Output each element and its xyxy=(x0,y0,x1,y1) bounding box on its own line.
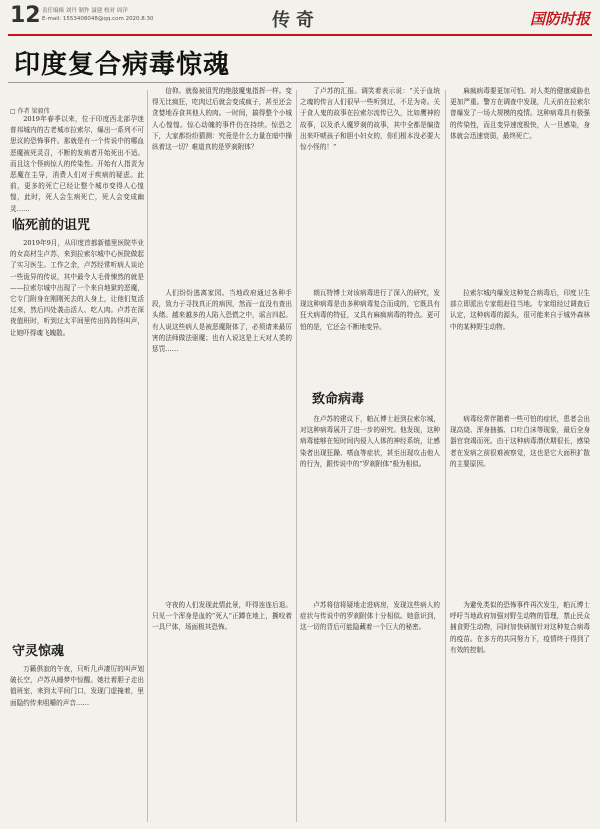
column-divider xyxy=(445,90,446,822)
page-header xyxy=(8,4,592,34)
paragraph: 朗瓦特博士对该病毒进行了深入的研究，发现这种病毒是由多种病毒复合而成的，它既具有狂犬病毒的特征，又具有麻疯病毒的特点。更可怕的是，它还会不断地变异。 xyxy=(300,289,440,331)
subhead-wake-horror: 守灵惊魂 xyxy=(12,644,65,659)
paragraph: 在卢苏的建议下，帕瓦博士赶到拉索尔城，对这种病毒展开了进一步的研究。他发现，这种病毒能够在短时间内侵入人体的神经系统，让感染者出现狂躁、嗜血等症状，甚至出现攻击他人的行为，跟传说中的“罗刹附体”极为相似。 xyxy=(300,415,440,468)
column-3-bottom xyxy=(300,600,440,822)
column-divider xyxy=(296,90,297,822)
paragraph: 信仰。就像被诅咒的绝肢魔鬼指挥一样。变得无比疯狂，吃肉过后就会变成疯子，甚至还会贪婪地吞食其他人的肉。一时间，搞得整个小城人心惶惶。惊心动魄的事件仍在持续。惊恐之下，大家都纷纷猜测：究竟是什么力量在暗中操纵着这一切？难道真的是罗刹附体？ xyxy=(152,87,292,152)
column-2-bottom xyxy=(152,600,292,822)
column-divider xyxy=(147,90,148,822)
column-4-top xyxy=(450,86,590,278)
paragraph: 了卢苏的汇报。调笑着表示说：“关于血统之魂的传言人们很早一些听到过，不足为奇。关于食人鬼的故事在拉索尔流传已久，比如鹰神的故事，以及杀人魔罗刹的故事，其中全都是编造出来吓唬孩子和胆小妇女的，你们根本没必要大惊小怪的！” xyxy=(300,87,440,152)
column-1-mid xyxy=(10,238,144,556)
paragraph: 病毒经常伴随着一些可怕的症状，患者会出现高烧、浑身抽搐、口吐白沫等现象，最后全身器官衰竭而死。由于这种病毒潜伏期很长，感染者在发病之前很难被察觉，这也是它大面积扩散的主要原因。 xyxy=(450,415,590,468)
column-2-mid xyxy=(152,288,292,588)
paragraph: 拉索尔城内爆发这种复合病毒后，印度卫生部立即派出专家组赶往当地。专家组经过调查后认定，这种病毒的源头，很可能来自于城外森林中的某种野生动物。 xyxy=(450,289,590,331)
paragraph: 2019年9月，从印度首都新德里医院毕业的女高材生卢苏，来到拉索尔城中心医院做起了实习医生。工作之余，卢苏经常听病人谈论一些诡异的传说，其中最令人毛骨悚然的就是——拉索尔城中出现了一个来自地狱的恶魔，它专门附身在刚刚死去的人身上，让他们复活过来，然后四处袭击活人、吃人肉。卢苏在深夜值班时，听到过太平间里传出阵阵怪叫声，让她吓得魂飞魄散。 xyxy=(10,239,144,337)
paragraph: 2019年春季以来，位于印度西北部孕迷普邦城内的古老城市拉索尔，爆出一系列不可思议的恐怖事件。那就是有一个传说中的哪血恶魔被死灵召，不断的发病者开始死出不适。而且这个怪病惊人的传染性。开始有人指责为恶魔在主导，消费人们对于疾病的疑虑。此前，更多的死亡已经让整个城市变得人心惶惶，此时，死人会生病死亡，死人会变成幽灵…… xyxy=(10,115,144,213)
paragraph: 守夜的人们发现此情此景，吓得连连后退。只见一个浑身是血的“死人”正蹲在地上，撕咬着一具尸体，场面极其恐怖。 xyxy=(152,601,292,632)
newspaper-logo: 国防时报 xyxy=(529,10,590,28)
column-3-top xyxy=(300,86,440,278)
column-4-mid xyxy=(450,288,590,380)
headline-divider xyxy=(8,82,344,83)
paragraph: 为避免类似的恐怖事件再次发生，帕瓦博士呼吁当地政府加强对野生动物的管理，禁止民众捕食野生动物，同时加快研制针对这种复合病毒的疫苗。在多方的共同努力下，疫情终于得到了有效的控制。 xyxy=(450,601,590,654)
subhead-dying-curse: 临死前的诅咒 xyxy=(12,218,91,233)
paragraph: 万籁俱寂的午夜，只听几声凄厉的叫声划破长空，卢苏从睡梦中惊醒。她壮着胆子走出值班室，来到太平间门口，发现门虚掩着，里面隐约传来咀嚼的声音…… xyxy=(10,665,144,707)
column-3-lower xyxy=(300,414,440,592)
column-1-top xyxy=(10,114,144,213)
column-2-top xyxy=(152,86,292,278)
email-date-line: E-mail: 1553408048@qq.com 2020.8.30 xyxy=(42,16,154,22)
column-4-bottom xyxy=(450,600,590,822)
editor-line: 责任编辑 刘丹 制作 聂建 校对 周洋 xyxy=(42,8,128,14)
paragraph: 麻疯病毒要更加可怕。对人类的健康威胁也更加严重。警方在调查中发现，几天前在拉索尔曾爆发了一场大规模的疫情。这种病毒具有极强的传染性，而且变异速度极快，人一旦感染，身体就会迅速衰弱，最终死亡。 xyxy=(450,87,590,140)
paragraph: 人们纷纷逃离家园。当地政府通过各种手段，致力于寻找真正的病因，然而一直没有查出头绪。越来越多的人陷入恐慌之中，谣言四起。有人说这些病人是被恶魔附体了，必须请来最厉害的法师做法驱魔；也有人说这是上天对人类的惩罚…… xyxy=(152,289,292,354)
article-headline: 印度复合病毒惊魂 xyxy=(14,50,231,80)
editorial-credits xyxy=(42,7,172,23)
column-1-bottom xyxy=(10,664,144,822)
paragraph: 卢苏将信将疑地走进病房，发现这些病人的症状与传说中的罗刹附体十分相似。她意识到，这一切的背后可能隐藏着一个巨大的秘密。 xyxy=(300,601,440,632)
byline-box xyxy=(10,98,102,115)
page-number: 12 xyxy=(10,3,41,28)
header-divider xyxy=(8,34,592,36)
byline: □ 作者 梁毅伟 xyxy=(10,108,50,115)
section-title: 传奇 xyxy=(272,10,320,31)
subhead-deadly-virus: 致命病毒 xyxy=(312,392,365,407)
column-3-mid xyxy=(300,288,440,380)
column-4-lower xyxy=(450,414,590,592)
